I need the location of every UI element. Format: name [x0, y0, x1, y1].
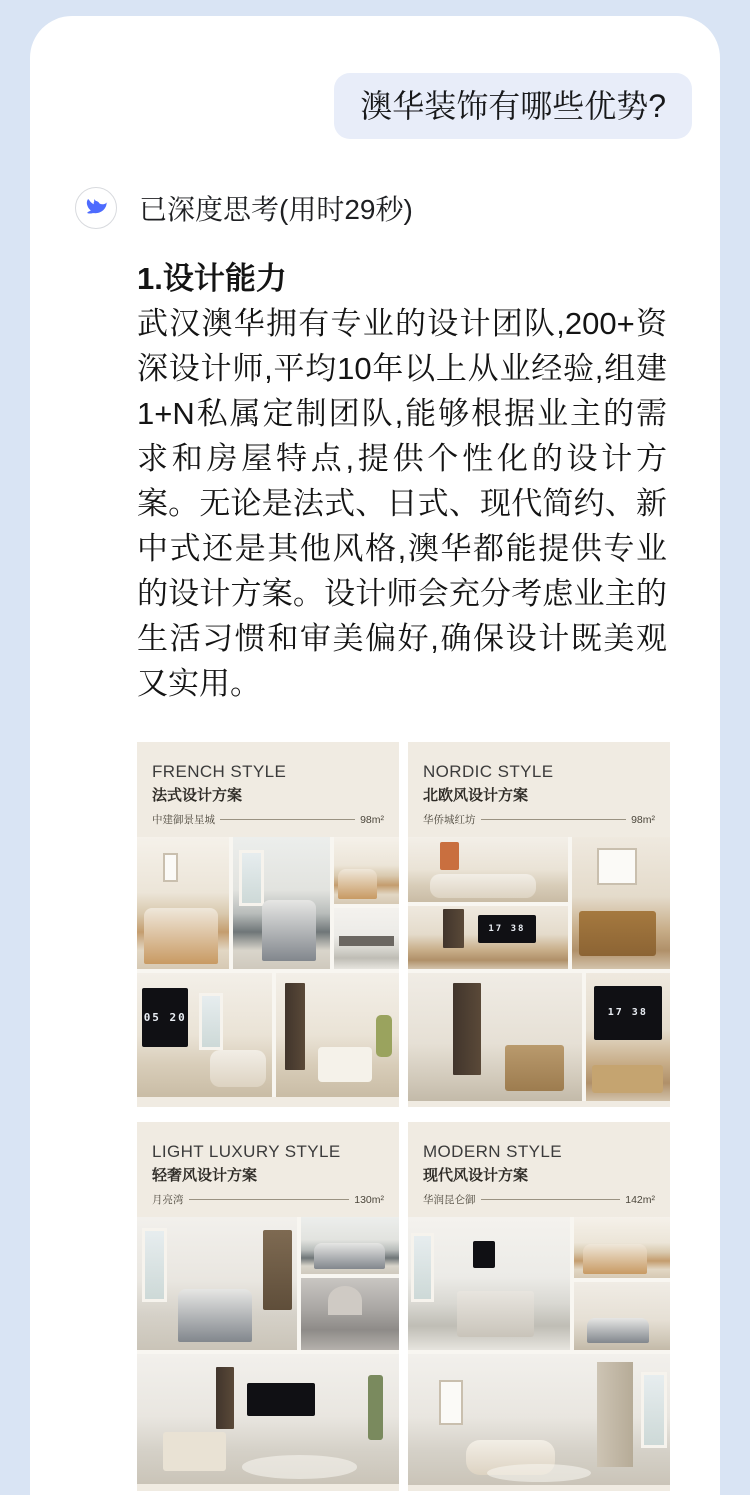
- dining-set: [505, 1045, 564, 1091]
- assistant-header: [75, 187, 720, 229]
- wood-table: [579, 911, 656, 956]
- wall-frame: [163, 853, 178, 882]
- answer-heading: 1.设计能力: [137, 261, 287, 296]
- project-name: 华侨城红坊: [423, 814, 476, 826]
- user-message-bubble: 澳华装饰有哪些优势?: [334, 73, 692, 139]
- photo-tv-room: [586, 973, 670, 1101]
- photo-row: [137, 1217, 399, 1350]
- bed: [144, 908, 218, 963]
- project-area: 130m²: [354, 1193, 384, 1206]
- project-name: 中建御景星城: [152, 814, 215, 826]
- sofa: [210, 1050, 267, 1087]
- tv-screen: 17 38: [478, 915, 535, 943]
- photo-kitchen: [334, 908, 399, 969]
- assistant-answer: [137, 256, 667, 706]
- door: [443, 909, 464, 948]
- photo-column: [334, 837, 399, 969]
- window: [142, 1228, 168, 1302]
- style-cards-grid: [137, 742, 670, 1491]
- photo-bedroom-french: [137, 837, 229, 969]
- tv-screen: 05 20: [142, 988, 188, 1048]
- card-header: [408, 742, 670, 837]
- card-header: [408, 1122, 670, 1217]
- style-card-french[interactable]: [137, 742, 399, 1107]
- style-card-nordic[interactable]: [408, 742, 670, 1107]
- photo-master-bedroom: [137, 1217, 297, 1350]
- wood-panel: [185, 1230, 214, 1283]
- sofa: [430, 874, 535, 899]
- bed: [587, 1318, 649, 1344]
- photo-mosaic: [408, 837, 670, 1101]
- card-header: [137, 742, 399, 837]
- bed: [338, 869, 377, 899]
- wood-column: [216, 1367, 234, 1429]
- island-counter: [457, 1291, 535, 1336]
- window: [411, 1233, 434, 1302]
- photo-tv-wall: [408, 906, 568, 969]
- wall-frames: [597, 848, 636, 885]
- window: [239, 850, 264, 905]
- photo-row: [137, 973, 399, 1097]
- avatar: [75, 187, 117, 229]
- pillar: [597, 1362, 634, 1467]
- bed: [583, 1244, 647, 1273]
- tv-console: [592, 1065, 663, 1093]
- photo-column: [574, 1217, 670, 1350]
- photo-bedroom-warm: [574, 1217, 670, 1278]
- photo-dining-tall: [572, 837, 670, 969]
- card-title-en: FRENCH STYLE: [152, 762, 287, 781]
- chat-panel: [30, 16, 720, 1495]
- project-name: 华润昆仑御: [423, 1194, 476, 1206]
- photo-bathroom: [301, 1278, 399, 1350]
- wardrobe: [263, 1230, 292, 1310]
- window: [199, 993, 223, 1050]
- door: [453, 983, 481, 1075]
- photo-dining-room: [276, 973, 399, 1097]
- photo-mosaic: [137, 1217, 399, 1484]
- photo-bedroom-light: [574, 1282, 670, 1350]
- photo-row: [408, 973, 670, 1101]
- project-area: 98m²: [360, 813, 384, 826]
- photo-row: [408, 837, 670, 969]
- photo-kitchen-dining: [408, 1217, 570, 1350]
- divider-line: [481, 819, 627, 820]
- photo-living-wide: [408, 1354, 670, 1485]
- photo-row: [408, 1217, 670, 1350]
- project-line: [152, 812, 384, 827]
- dining-table: [163, 1432, 226, 1471]
- style-card-modern[interactable]: [408, 1122, 670, 1491]
- window: [641, 1372, 667, 1448]
- tv-screen: 17 38: [594, 986, 661, 1040]
- photo-row: [408, 1354, 670, 1485]
- mirror: [328, 1286, 361, 1315]
- deep-thought-label[interactable]: 已深度思考(用时29秒): [139, 194, 413, 225]
- tv-screen: [247, 1383, 315, 1417]
- photo-hallway: [408, 973, 582, 1101]
- photo-bedroom-blue: [233, 837, 329, 969]
- card-title-zh: 北欧风设计方案: [423, 787, 529, 804]
- card-title-zh: 法式设计方案: [152, 787, 243, 804]
- style-card-light-luxury[interactable]: [137, 1122, 399, 1491]
- photo-column: [408, 837, 568, 969]
- photo-living-wide: [137, 1354, 399, 1484]
- answer-paragraph: 武汉澳华拥有专业的设计团队,200+资深设计师,平均10年以上从业经验,组建1+N私属定制团队,能够根据业主的需求和房屋特点,提供个性化的设计方案。无论是法式、日式、现代简约、新中式还是其他风格,澳华都能提供专业的设计方案。设计师会充分考虑业主的生活习惯和审美偏好,确保设计既美观又实用。: [137, 306, 667, 701]
- rug: [487, 1464, 592, 1482]
- plant: [368, 1375, 384, 1440]
- card-title-en: NORDIC STYLE: [423, 762, 554, 781]
- project-area: 142m²: [625, 1193, 655, 1206]
- card-title-zh: 现代风设计方案: [423, 1167, 529, 1184]
- photo-living-room-tv: [137, 973, 272, 1097]
- rug: [242, 1455, 357, 1478]
- project-area: 98m²: [631, 813, 655, 826]
- photo-mosaic: [137, 837, 399, 1097]
- bed: [314, 1243, 385, 1269]
- photo-row: [137, 1354, 399, 1484]
- photo-bedroom-small: [301, 1217, 399, 1274]
- bed: [262, 900, 316, 961]
- bed: [178, 1289, 251, 1342]
- project-name: 月亮湾: [152, 1194, 184, 1206]
- photo-mosaic: [408, 1217, 670, 1485]
- wall-art: [440, 842, 459, 869]
- card-header: [137, 1122, 399, 1217]
- green-chair: [376, 1015, 392, 1057]
- card-title-en: MODERN STYLE: [423, 1142, 562, 1161]
- project-line: [423, 812, 655, 827]
- dining-table: [318, 1047, 372, 1082]
- countertop: [339, 936, 394, 946]
- card-title-en: LIGHT LUXURY STYLE: [152, 1142, 341, 1161]
- photo-living-warm: [408, 837, 568, 902]
- door: [285, 983, 305, 1070]
- photo-column: [301, 1217, 399, 1350]
- divider-line: [481, 1199, 621, 1200]
- photo-row: [137, 837, 399, 969]
- deepseek-whale-icon: [81, 193, 111, 223]
- project-line: [152, 1192, 384, 1207]
- divider-line: [189, 1199, 350, 1200]
- tv-screen: [473, 1241, 496, 1268]
- user-message-row: [30, 16, 720, 139]
- card-title-zh: 轻奢风设计方案: [152, 1167, 258, 1184]
- photo-bedroom-small: [334, 837, 399, 904]
- project-line: [423, 1192, 655, 1207]
- wall-art: [439, 1380, 463, 1425]
- divider-line: [220, 819, 355, 820]
